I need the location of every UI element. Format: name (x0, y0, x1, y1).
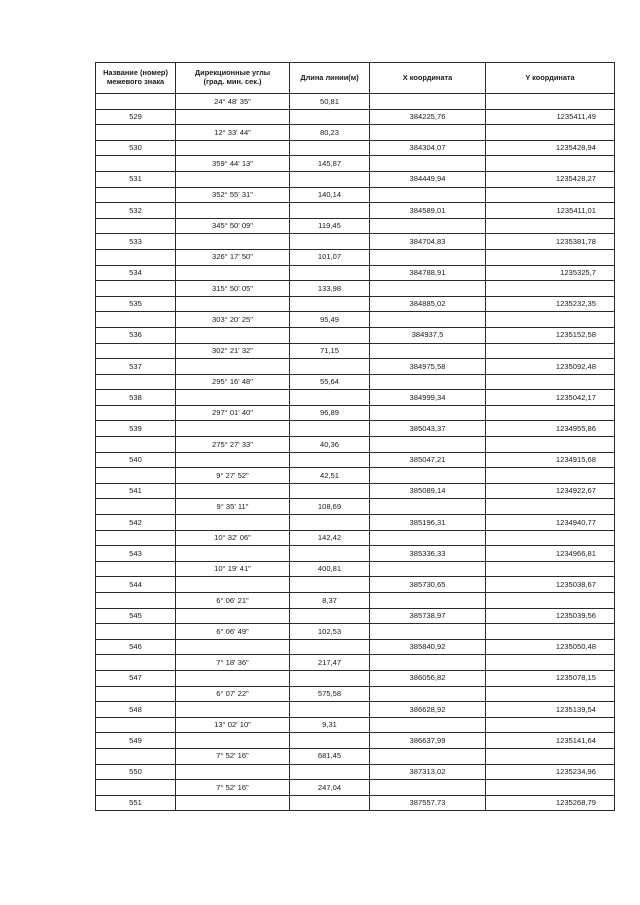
line-length-cell: 400,81 (290, 561, 370, 577)
empty-cell (176, 327, 290, 343)
marker-name-cell: 545 (96, 608, 176, 624)
y-coordinate-cell: 1235092,48 (486, 359, 615, 375)
empty-cell (176, 171, 290, 187)
empty-cell (176, 109, 290, 125)
empty-cell (290, 359, 370, 375)
empty-cell (290, 795, 370, 811)
marker-name-cell: 547 (96, 670, 176, 686)
empty-cell (290, 234, 370, 250)
line-length-cell: 9,31 (290, 717, 370, 733)
empty-cell (370, 468, 486, 484)
direction-angle-cell: 13° 02' 10" (176, 717, 290, 733)
marker-name-cell: 548 (96, 702, 176, 718)
y-coordinate-cell: 1235038,67 (486, 577, 615, 593)
empty-cell (486, 561, 615, 577)
empty-cell (370, 374, 486, 390)
empty-cell (290, 546, 370, 562)
empty-cell (96, 748, 176, 764)
empty-cell (370, 655, 486, 671)
x-coordinate-cell: 384704,83 (370, 234, 486, 250)
boundary-coordinates-table (95, 62, 615, 811)
empty-cell (370, 593, 486, 609)
segment-row (96, 686, 615, 702)
line-length-cell: 101,07 (290, 249, 370, 265)
y-coordinate-cell: 1235152,58 (486, 327, 615, 343)
empty-cell (96, 125, 176, 141)
point-row (96, 608, 615, 624)
marker-name-cell: 551 (96, 795, 176, 811)
point-row (96, 171, 615, 187)
segment-row (96, 499, 615, 515)
y-coordinate-cell: 1235268,79 (486, 795, 615, 811)
empty-cell (290, 327, 370, 343)
empty-cell (486, 686, 615, 702)
empty-cell (290, 265, 370, 281)
direction-angle-cell: 315° 50' 05" (176, 281, 290, 297)
y-coordinate-cell: 1234966,81 (486, 546, 615, 562)
x-coordinate-cell: 387557,73 (370, 795, 486, 811)
marker-name-cell: 533 (96, 234, 176, 250)
empty-cell (176, 203, 290, 219)
empty-cell (486, 374, 615, 390)
line-length-cell: 119,45 (290, 218, 370, 234)
point-row (96, 702, 615, 718)
empty-cell (290, 390, 370, 406)
empty-cell (370, 312, 486, 328)
empty-cell (290, 702, 370, 718)
x-coordinate-cell: 385043,37 (370, 421, 486, 437)
empty-cell (96, 593, 176, 609)
line-length-cell: 55,64 (290, 374, 370, 390)
direction-angle-cell: 359° 44' 13" (176, 156, 290, 172)
point-row (96, 390, 615, 406)
empty-cell (176, 577, 290, 593)
segment-row (96, 249, 615, 265)
empty-cell (96, 312, 176, 328)
empty-cell (96, 717, 176, 733)
header-line-length: Длина линии(м) (290, 63, 370, 94)
empty-cell (486, 624, 615, 640)
point-row (96, 764, 615, 780)
direction-angle-cell: 352° 55' 31" (176, 187, 290, 203)
empty-cell (176, 702, 290, 718)
y-coordinate-cell: 1235232,35 (486, 296, 615, 312)
empty-cell (370, 94, 486, 110)
empty-cell (176, 421, 290, 437)
x-coordinate-cell: 384999,34 (370, 390, 486, 406)
x-coordinate-cell: 385738,97 (370, 608, 486, 624)
empty-cell (290, 203, 370, 219)
segment-row (96, 561, 615, 577)
line-length-cell: 145,87 (290, 156, 370, 172)
y-coordinate-cell: 1235411,01 (486, 203, 615, 219)
empty-cell (486, 593, 615, 609)
marker-name-cell: 544 (96, 577, 176, 593)
point-row (96, 359, 615, 375)
point-row (96, 733, 615, 749)
empty-cell (96, 156, 176, 172)
direction-angle-cell: 7° 52' 16" (176, 748, 290, 764)
direction-angle-cell: 6° 07' 22" (176, 686, 290, 702)
x-coordinate-cell: 386628,92 (370, 702, 486, 718)
segment-row (96, 312, 615, 328)
empty-cell (290, 764, 370, 780)
x-coordinate-cell: 384885,02 (370, 296, 486, 312)
marker-name-cell: 550 (96, 764, 176, 780)
point-row (96, 265, 615, 281)
empty-cell (370, 686, 486, 702)
x-coordinate-cell: 387313,02 (370, 764, 486, 780)
x-coordinate-cell: 385730,65 (370, 577, 486, 593)
empty-cell (486, 748, 615, 764)
x-coordinate-cell: 384975,58 (370, 359, 486, 375)
direction-angle-cell: 24° 48' 35" (176, 94, 290, 110)
x-coordinate-cell: 385840,92 (370, 639, 486, 655)
empty-cell (290, 140, 370, 156)
empty-cell (370, 748, 486, 764)
marker-name-cell: 535 (96, 296, 176, 312)
segment-row (96, 281, 615, 297)
direction-angle-cell: 12° 33' 44" (176, 125, 290, 141)
y-coordinate-cell: 1235039,56 (486, 608, 615, 624)
point-row (96, 577, 615, 593)
empty-cell (176, 390, 290, 406)
line-length-cell: 247,04 (290, 780, 370, 796)
point-row (96, 546, 615, 562)
point-row (96, 421, 615, 437)
direction-angle-cell: 6° 06' 49" (176, 624, 290, 640)
direction-angle-cell: 275° 27' 33" (176, 437, 290, 453)
line-length-cell: 95,49 (290, 312, 370, 328)
direction-angle-cell: 303° 20' 25" (176, 312, 290, 328)
empty-cell (486, 125, 615, 141)
empty-cell (96, 281, 176, 297)
empty-cell (370, 156, 486, 172)
empty-cell (370, 187, 486, 203)
marker-name-cell: 537 (96, 359, 176, 375)
direction-angle-cell: 295° 16' 48" (176, 374, 290, 390)
table-body (96, 94, 615, 811)
point-row (96, 109, 615, 125)
segment-row (96, 125, 615, 141)
line-length-cell: 133,98 (290, 281, 370, 297)
line-length-cell: 50,81 (290, 94, 370, 110)
empty-cell (486, 468, 615, 484)
empty-cell (176, 452, 290, 468)
point-row (96, 296, 615, 312)
y-coordinate-cell: 1235050,48 (486, 639, 615, 655)
header-x-coordinate: X координата (370, 63, 486, 94)
empty-cell (290, 296, 370, 312)
direction-angle-cell: 345° 50' 09" (176, 218, 290, 234)
point-row (96, 140, 615, 156)
line-length-cell: 80,23 (290, 125, 370, 141)
empty-cell (290, 577, 370, 593)
segment-row (96, 593, 615, 609)
empty-cell (176, 234, 290, 250)
x-coordinate-cell: 385336,33 (370, 546, 486, 562)
empty-cell (96, 374, 176, 390)
empty-cell (176, 483, 290, 499)
x-coordinate-cell: 384225,76 (370, 109, 486, 125)
line-length-cell: 42,51 (290, 468, 370, 484)
line-length-cell: 681,45 (290, 748, 370, 764)
line-length-cell: 140,14 (290, 187, 370, 203)
empty-cell (96, 468, 176, 484)
empty-cell (486, 530, 615, 546)
empty-cell (486, 717, 615, 733)
marker-name-cell: 539 (96, 421, 176, 437)
empty-cell (290, 109, 370, 125)
empty-cell (290, 639, 370, 655)
empty-cell (96, 343, 176, 359)
segment-row (96, 437, 615, 453)
segment-row (96, 530, 615, 546)
point-row (96, 515, 615, 531)
y-coordinate-cell: 1235042,17 (486, 390, 615, 406)
point-row (96, 483, 615, 499)
line-length-cell: 40,36 (290, 437, 370, 453)
empty-cell (96, 437, 176, 453)
header-y-coordinate: Y координата (486, 63, 615, 94)
empty-cell (176, 359, 290, 375)
empty-cell (486, 312, 615, 328)
direction-angle-cell: 302° 21' 32" (176, 343, 290, 359)
direction-angle-cell: 297° 01' 40" (176, 405, 290, 421)
empty-cell (96, 218, 176, 234)
segment-row (96, 187, 615, 203)
segment-row (96, 374, 615, 390)
marker-name-cell: 530 (96, 140, 176, 156)
marker-name-cell: 543 (96, 546, 176, 562)
empty-cell (486, 94, 615, 110)
y-coordinate-cell: 1235234,96 (486, 764, 615, 780)
point-row (96, 203, 615, 219)
empty-cell (176, 764, 290, 780)
line-length-cell: 575,58 (290, 686, 370, 702)
empty-cell (370, 499, 486, 515)
empty-cell (96, 561, 176, 577)
empty-cell (176, 265, 290, 281)
segment-row (96, 624, 615, 640)
segment-row (96, 780, 615, 796)
empty-cell (486, 156, 615, 172)
empty-cell (290, 608, 370, 624)
line-length-cell: 71,15 (290, 343, 370, 359)
empty-cell (486, 343, 615, 359)
marker-name-cell: 529 (96, 109, 176, 125)
marker-name-cell: 549 (96, 733, 176, 749)
empty-cell (96, 530, 176, 546)
line-length-cell: 217,47 (290, 655, 370, 671)
direction-angle-cell: 9° 27' 52" (176, 468, 290, 484)
x-coordinate-cell: 386637,99 (370, 733, 486, 749)
empty-cell (370, 249, 486, 265)
line-length-cell: 108,69 (290, 499, 370, 515)
line-length-cell: 102,53 (290, 624, 370, 640)
empty-cell (176, 670, 290, 686)
header-marker-name: Название (номер) межевого знака (96, 63, 176, 94)
line-length-cell: 96,89 (290, 405, 370, 421)
point-row (96, 795, 615, 811)
segment-row (96, 405, 615, 421)
empty-cell (176, 140, 290, 156)
y-coordinate-cell: 1235141,64 (486, 733, 615, 749)
x-coordinate-cell: 384589,01 (370, 203, 486, 219)
empty-cell (486, 281, 615, 297)
marker-name-cell: 531 (96, 171, 176, 187)
empty-cell (486, 437, 615, 453)
empty-cell (176, 546, 290, 562)
marker-name-cell: 546 (96, 639, 176, 655)
empty-cell (176, 515, 290, 531)
segment-row (96, 156, 615, 172)
empty-cell (96, 187, 176, 203)
empty-cell (176, 296, 290, 312)
marker-name-cell: 542 (96, 515, 176, 531)
empty-cell (96, 624, 176, 640)
x-coordinate-cell: 384937,5 (370, 327, 486, 343)
empty-cell (370, 530, 486, 546)
direction-angle-cell: 7° 52' 16" (176, 780, 290, 796)
marker-name-cell: 538 (96, 390, 176, 406)
empty-cell (290, 515, 370, 531)
empty-cell (370, 624, 486, 640)
segment-row (96, 343, 615, 359)
direction-angle-cell: 6° 06' 21" (176, 593, 290, 609)
x-coordinate-cell: 386056,82 (370, 670, 486, 686)
empty-cell (96, 405, 176, 421)
empty-cell (96, 94, 176, 110)
direction-angle-cell: 7° 18' 36" (176, 655, 290, 671)
empty-cell (96, 686, 176, 702)
y-coordinate-cell: 1234922,67 (486, 483, 615, 499)
empty-cell (370, 717, 486, 733)
empty-cell (370, 405, 486, 421)
segment-row (96, 748, 615, 764)
empty-cell (486, 249, 615, 265)
point-row (96, 670, 615, 686)
direction-angle-cell: 326° 17' 50" (176, 249, 290, 265)
x-coordinate-cell: 385047,21 (370, 452, 486, 468)
empty-cell (96, 655, 176, 671)
segment-row (96, 655, 615, 671)
empty-cell (486, 405, 615, 421)
empty-cell (176, 639, 290, 655)
empty-cell (96, 499, 176, 515)
segment-row (96, 717, 615, 733)
marker-name-cell: 534 (96, 265, 176, 281)
y-coordinate-cell: 1234940,77 (486, 515, 615, 531)
empty-cell (290, 421, 370, 437)
empty-cell (486, 499, 615, 515)
x-coordinate-cell: 384788,91 (370, 265, 486, 281)
point-row (96, 234, 615, 250)
y-coordinate-cell: 1235428,27 (486, 171, 615, 187)
empty-cell (370, 780, 486, 796)
empty-cell (96, 780, 176, 796)
y-coordinate-cell: 1235411,49 (486, 109, 615, 125)
y-coordinate-cell: 1234915,68 (486, 452, 615, 468)
empty-cell (370, 281, 486, 297)
empty-cell (176, 795, 290, 811)
empty-cell (486, 218, 615, 234)
empty-cell (486, 187, 615, 203)
x-coordinate-cell: 384304,07 (370, 140, 486, 156)
y-coordinate-cell: 1235078,15 (486, 670, 615, 686)
empty-cell (486, 655, 615, 671)
empty-cell (96, 249, 176, 265)
empty-cell (290, 452, 370, 468)
empty-cell (370, 218, 486, 234)
empty-cell (370, 561, 486, 577)
empty-cell (370, 125, 486, 141)
header-direction-angle: Дирекционные углы (град. мин. сек.) (176, 63, 290, 94)
empty-cell (176, 608, 290, 624)
line-length-cell: 8,37 (290, 593, 370, 609)
table-header-row (96, 63, 615, 94)
empty-cell (370, 343, 486, 359)
x-coordinate-cell: 385196,31 (370, 515, 486, 531)
direction-angle-cell: 10° 32' 06" (176, 530, 290, 546)
y-coordinate-cell: 1235325,7 (486, 265, 615, 281)
marker-name-cell: 541 (96, 483, 176, 499)
empty-cell (290, 670, 370, 686)
empty-cell (176, 733, 290, 749)
y-coordinate-cell: 1235428,94 (486, 140, 615, 156)
line-length-cell: 142,42 (290, 530, 370, 546)
y-coordinate-cell: 1235381,78 (486, 234, 615, 250)
y-coordinate-cell: 1235139,54 (486, 702, 615, 718)
marker-name-cell: 536 (96, 327, 176, 343)
empty-cell (290, 483, 370, 499)
segment-row (96, 94, 615, 110)
segment-row (96, 468, 615, 484)
empty-cell (290, 171, 370, 187)
direction-angle-cell: 10° 19' 41" (176, 561, 290, 577)
x-coordinate-cell: 384449,94 (370, 171, 486, 187)
empty-cell (486, 780, 615, 796)
marker-name-cell: 532 (96, 203, 176, 219)
direction-angle-cell: 9° 35' 11" (176, 499, 290, 515)
point-row (96, 452, 615, 468)
empty-cell (370, 437, 486, 453)
marker-name-cell: 540 (96, 452, 176, 468)
point-row (96, 639, 615, 655)
y-coordinate-cell: 1234955,86 (486, 421, 615, 437)
segment-row (96, 218, 615, 234)
x-coordinate-cell: 385089,14 (370, 483, 486, 499)
point-row (96, 327, 615, 343)
empty-cell (290, 733, 370, 749)
